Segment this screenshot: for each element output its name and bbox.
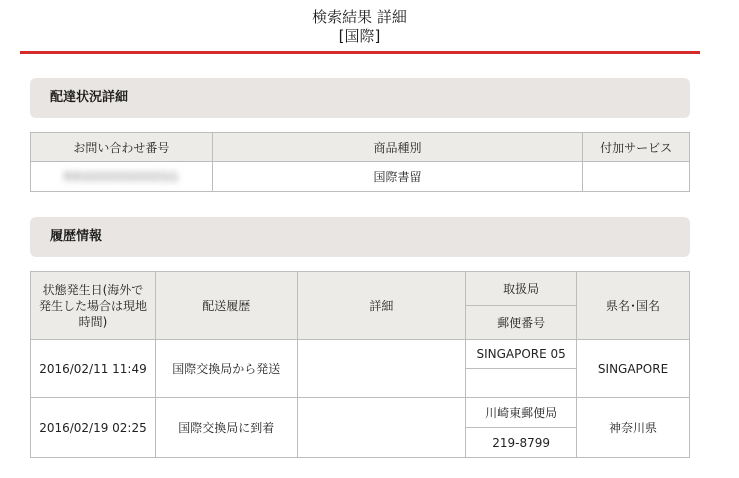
history-prefecture-cell: 神奈川県 (577, 398, 690, 458)
column-header-postal-code: 郵便番号 (466, 306, 577, 340)
column-header-date: 状態発生日(海外で発生した場合は現地時間) (31, 272, 156, 340)
column-header-product-type: 商品種別 (212, 133, 582, 162)
history-postal-code-cell: 219-8799 (466, 428, 577, 458)
column-header-office: 取扱局 (466, 272, 577, 306)
history-date-cell: 2016/02/11 11:49 (31, 340, 156, 398)
column-header-history: 配送履歴 (155, 272, 297, 340)
history-detail-cell (297, 340, 466, 398)
page-title (0, 8, 719, 46)
summary-header-row (31, 133, 690, 162)
column-header-detail: 詳細 (297, 272, 466, 340)
history-row (31, 340, 690, 369)
column-header-prefecture: 県名･国名 (577, 272, 690, 340)
additional-service-cell (583, 162, 690, 192)
history-detail-cell (297, 398, 466, 458)
delivery-status-section-header: 配達状況詳細 (30, 78, 690, 118)
page-title-main: 検索結果 詳細 (312, 8, 407, 26)
history-postal-code-cell (466, 369, 577, 398)
summary-row (31, 162, 690, 192)
tracking-number-cell (31, 162, 213, 192)
history-status-cell: 国際交換局に到着 (155, 398, 297, 458)
history-prefecture-cell: SINGAPORE (577, 340, 690, 398)
history-table (30, 271, 690, 458)
product-type-cell: 国際書留 (212, 162, 582, 192)
page-title-subtitle: [国際] (338, 27, 381, 45)
tracking-number-redacted: RR000000000SG (63, 169, 180, 184)
history-section-header: 履歴情報 (30, 217, 690, 257)
history-header-row (31, 272, 690, 306)
history-row (31, 398, 690, 428)
history-date-cell: 2016/02/19 02:25 (31, 398, 156, 458)
history-office-cell: SINGAPORE 05 (466, 340, 577, 369)
column-header-tracking-number: お問い合わせ番号 (31, 133, 213, 162)
history-status-cell: 国際交換局から発送 (155, 340, 297, 398)
delivery-summary-table (30, 132, 690, 192)
title-divider (20, 51, 700, 54)
column-header-additional-service: 付加サービス (583, 133, 690, 162)
history-office-cell: 川崎東郵便局 (466, 398, 577, 428)
